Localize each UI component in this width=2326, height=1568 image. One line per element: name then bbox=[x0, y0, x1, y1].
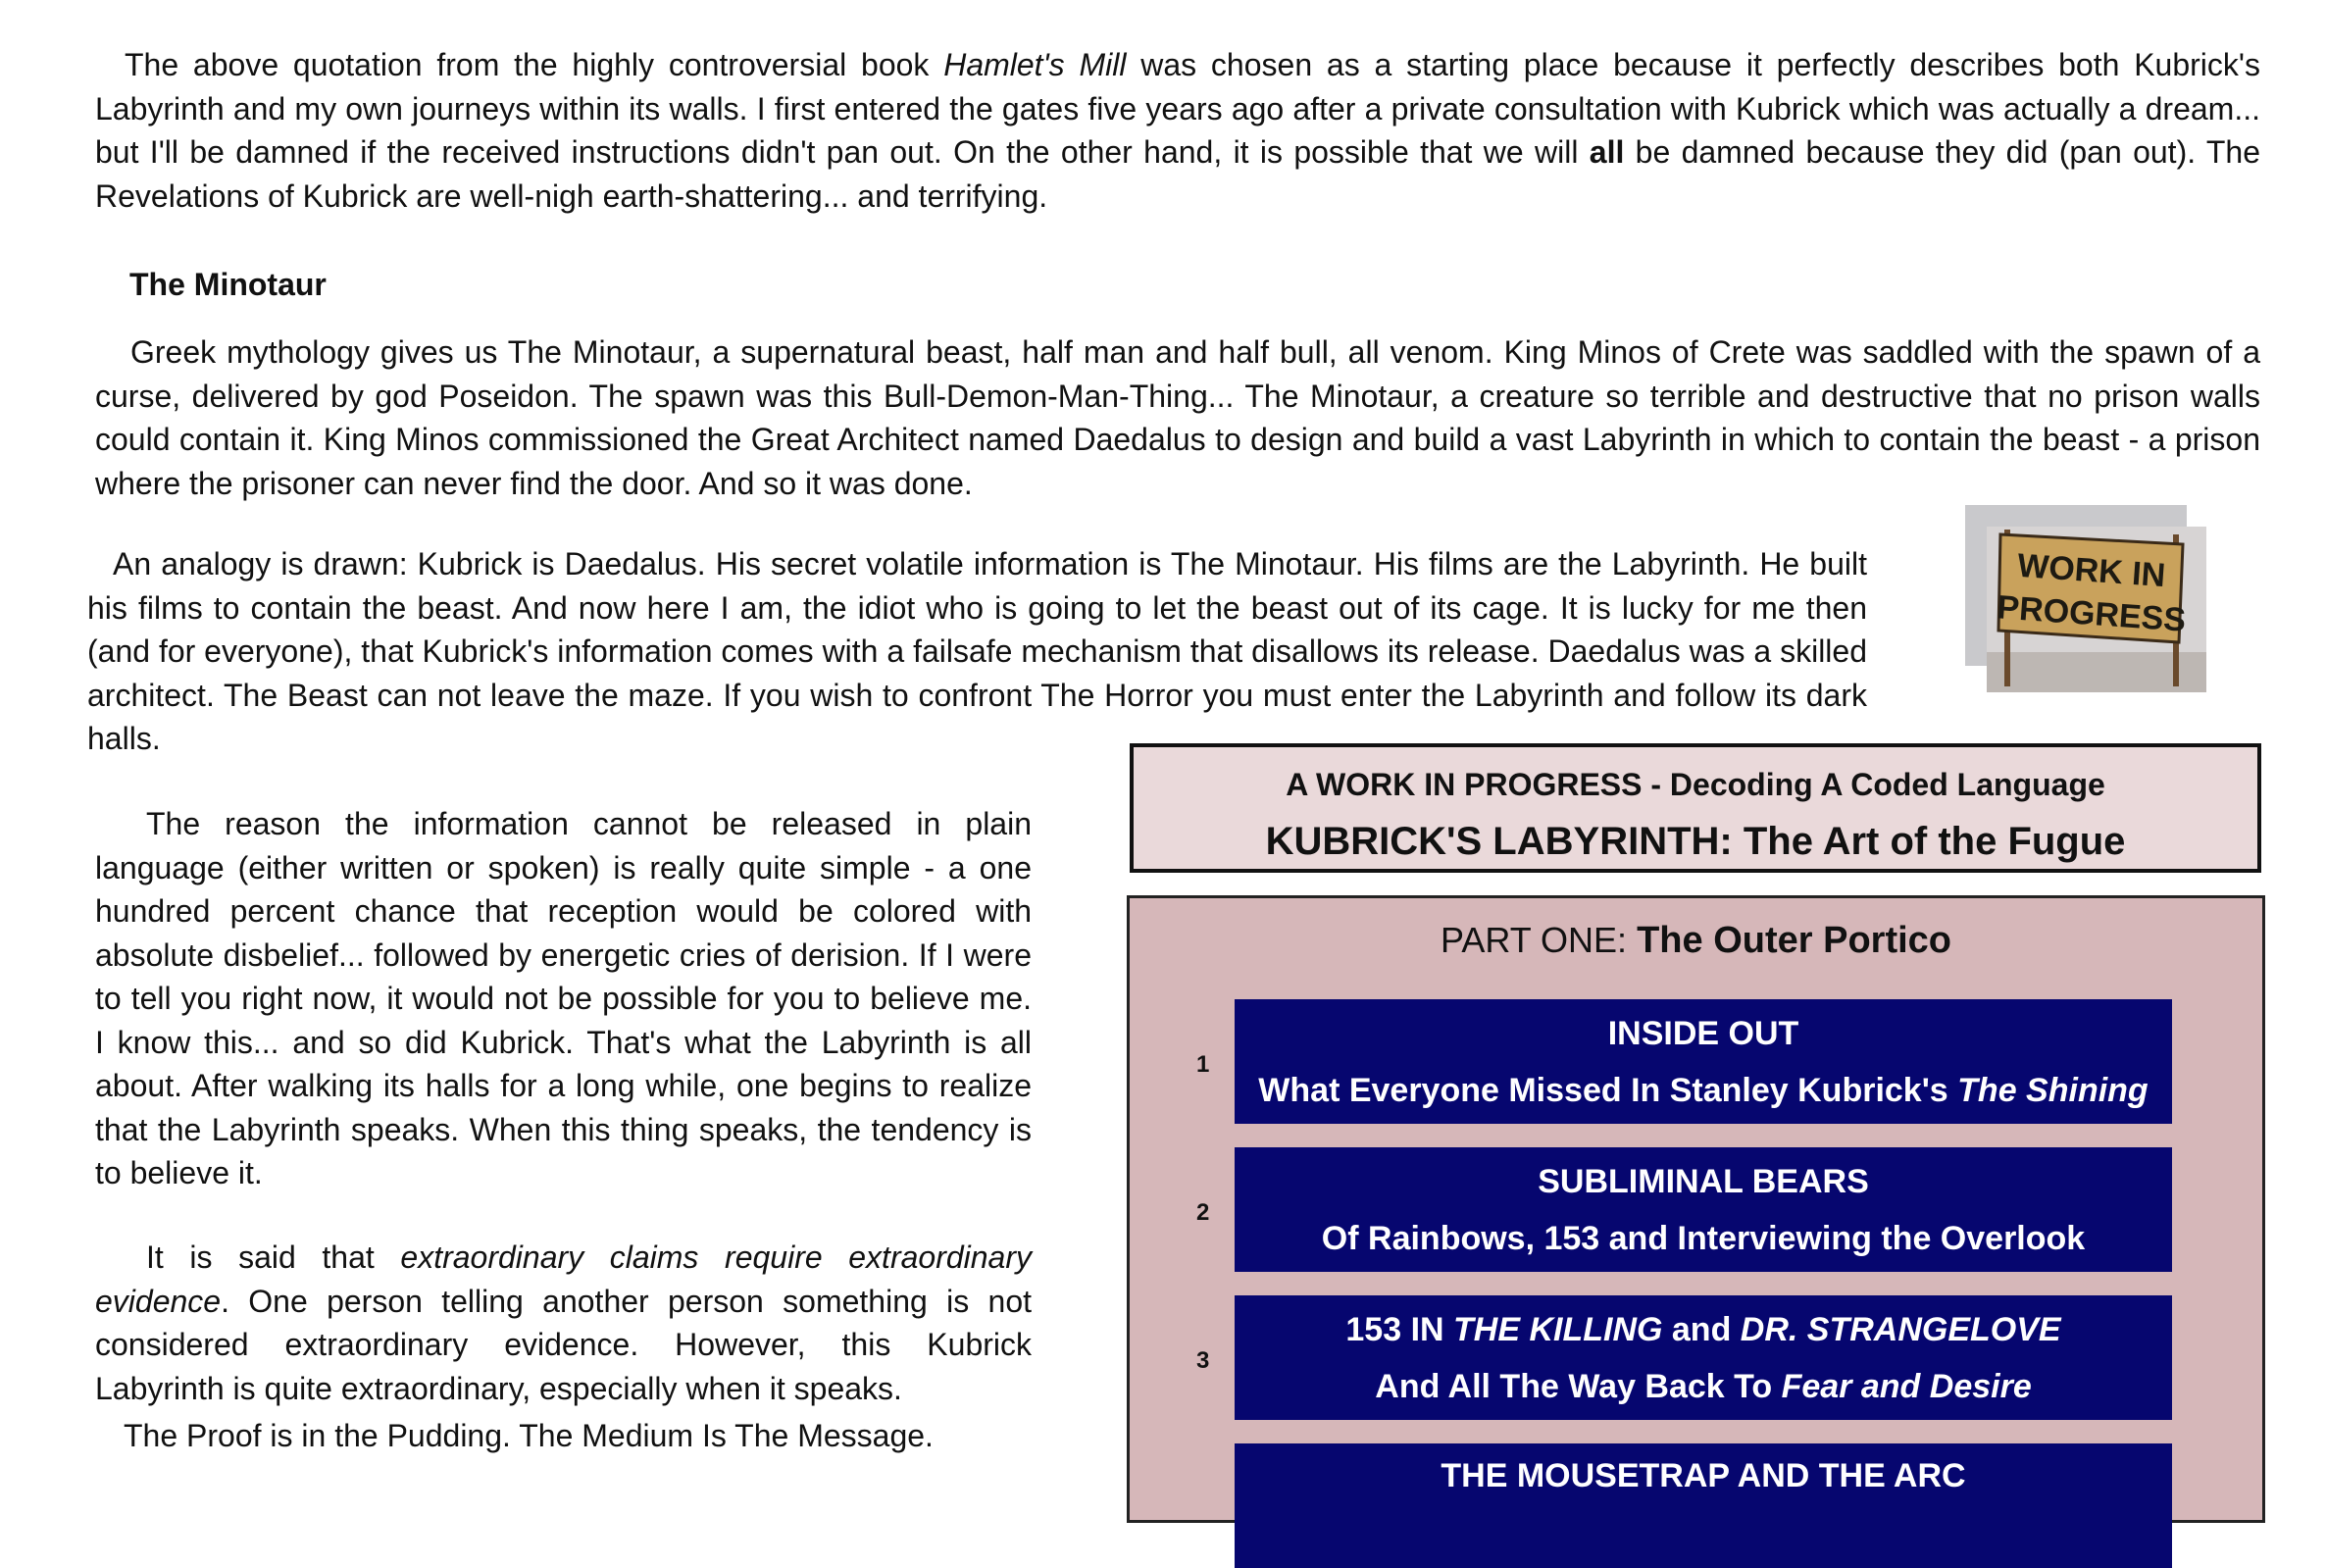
intro-text-2: was chosen as a starting place because it perfectly describes both Kubrick's Labyrinth and my own journeys within its walls. I first entered the gates five years ago after a private consultation with Kubrick which was actually a dream... but I'll be damned if the received instructions didn't pan out. On the other hand, it is possible that we will bbox=[95, 47, 2261, 170]
work-in-progress-sign-image bbox=[1965, 505, 2206, 692]
chapter-title: 153 IN THE KILLING and DR. STRANGELOVE bbox=[1345, 1311, 2061, 1348]
chapter-subtitle: What Everyone Missed In Stanley Kubrick's The Shining bbox=[1258, 1072, 2149, 1109]
analogy-paragraph: An analogy is drawn: Kubrick is Daedalus. His secret volatile information is The Minotaur. His films are the Labyrinth. He built his films to contain the beast. And now here I am, the idiot who is going to let the beast out of its cage. It is lucky for me then (and for everyone), that Kubrick's information comes with a failsafe mechanism that disallows its release. Daedalus was a skilled architect. The Beast can not leave the maze. If you wish to confront The Horror you must enter the Labyrinth and follow its dark halls. bbox=[87, 546, 1867, 756]
chapter-title: INSIDE OUT bbox=[1607, 1015, 1799, 1052]
intro-paragraph bbox=[95, 43, 2260, 218]
sign-text-line1: WORK IN bbox=[2016, 546, 2167, 595]
reason-paragraph: The reason the information cannot be released in plain language (either written or spoken) is really quite simple - a one hundred percent chance that reception would be colored with absolute disbelief... followed by energetic cries of derision. If I were to tell you right now, it would not be possible for you to believe me. I know this... and so did Kubrick. That's what the Labyrinth is all about. After walking its halls for a long while, one begins to realize that the Labyrinth speaks. When this thing speaks, the tendency is to believe it. bbox=[95, 806, 1032, 1190]
chapter-number: 1 bbox=[1196, 1051, 1210, 1078]
sign-text-line2: PROGRESS bbox=[1996, 588, 2188, 639]
chapter-number: 3 bbox=[1196, 1347, 1210, 1374]
chapter-link-153-killing[interactable] bbox=[1235, 1295, 2172, 1420]
title-box-subtitle: A WORK IN PROGRESS - Decoding A Coded Language bbox=[1286, 767, 2105, 802]
chapter-link-inside-out[interactable] bbox=[1235, 999, 2172, 1124]
intro-emphasis: all bbox=[1589, 134, 1625, 170]
claims-quote: extraordinary claims require extraordinary evidence bbox=[95, 1239, 1033, 1319]
proof-line: The Proof is in the Pudding. The Medium Is The Message. bbox=[124, 1418, 934, 1453]
claims-text-2: . One person telling another person something is not considered extraordinary evidence. However, this Kubrick Labyrinth is quite extraordinary, especially when it speaks. bbox=[95, 1283, 1032, 1406]
minotaur-paragraph: Greek mythology gives us The Minotaur, a supernatural beast, half man and half bull, all venom. King Minos of Crete was saddled with the spawn of a curse, delivered by god Poseidon. The spawn was this Bull-Demon-Man-Thing... The Minotaur, a creature so terrible and destructive that no prison walls could contain it. King Minos commissioned the Great Architect named Daedalus to design and build a vast Labyrinth in which to contain the beast - a prison where the prisoner can never find the door. And so it was done. bbox=[95, 334, 2260, 501]
chapter-title: SUBLIMINAL BEARS bbox=[1538, 1163, 1869, 1200]
title-box bbox=[1130, 743, 2261, 873]
part-name: The Outer Portico bbox=[1637, 920, 1951, 961]
chapter-subtitle: And All The Way Back To Fear and Desire bbox=[1375, 1368, 2032, 1405]
chapter-title: THE MOUSETRAP AND THE ARC bbox=[1441, 1457, 1966, 1494]
part-one-panel bbox=[1127, 895, 2265, 1523]
part-label: PART ONE: bbox=[1441, 920, 1628, 960]
title-box-title: KUBRICK'S LABYRINTH: The Art of the Fugue bbox=[1265, 820, 2126, 863]
claims-paragraph bbox=[95, 1236, 1032, 1410]
part-one-title bbox=[1130, 920, 2262, 962]
chapter-subtitle: Of Rainbows, 153 and Interviewing the Overlook bbox=[1321, 1220, 2086, 1257]
claims-text-1: It is said that bbox=[146, 1239, 401, 1275]
intro-text-3: be damned because they did (pan out). The Revelations of Kubrick are well-nigh earth-shattering... and terrifying. bbox=[95, 134, 2261, 214]
chapter-link-mousetrap-arc[interactable] bbox=[1235, 1443, 2172, 1568]
section-heading: The Minotaur bbox=[129, 267, 327, 302]
chapter-number: 2 bbox=[1196, 1199, 1210, 1226]
intro-text-1: The above quotation from the highly controversial book bbox=[125, 47, 944, 82]
chapter-link-subliminal-bears[interactable] bbox=[1235, 1147, 2172, 1272]
book-title: Hamlet's Mill bbox=[943, 47, 1127, 82]
